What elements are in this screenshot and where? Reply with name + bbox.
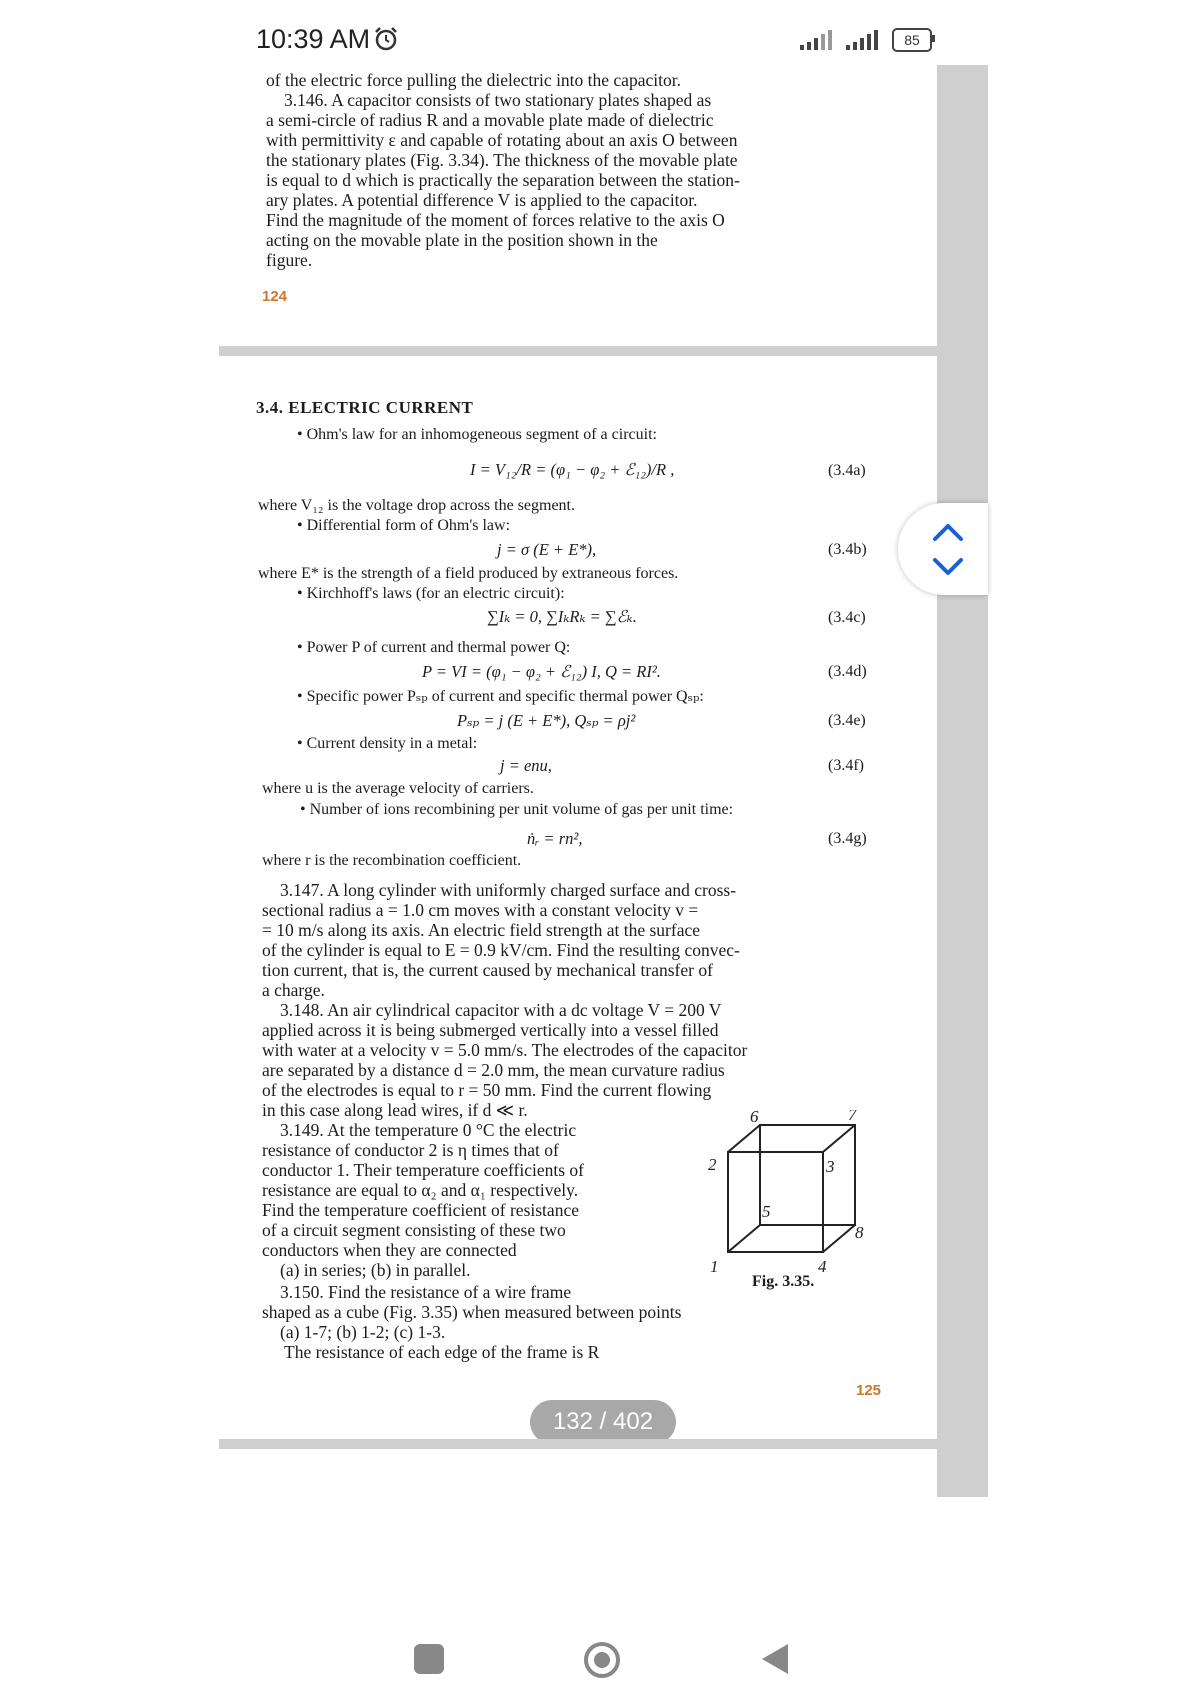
text-line: conductor 1. Their temperature coefficients of [262, 1160, 584, 1180]
text-line: shaped as a cube (Fig. 3.35) when measured between points [262, 1302, 682, 1322]
back-button[interactable] [760, 1642, 790, 1676]
recent-apps-button[interactable] [414, 1644, 444, 1674]
equation-number: (3.4f) [828, 757, 864, 774]
where-text: where r is the recombination coefficient. [262, 852, 522, 869]
cube-edge [823, 1225, 855, 1252]
bullet-ohms-law: • Ohm's law for an inhomogeneous segment of a circuit: [297, 426, 657, 443]
cube-back-face [760, 1125, 855, 1225]
page-number: 125 [856, 1382, 882, 1399]
text-line: applied across it is being submerged vertically into a vessel filled [262, 1020, 719, 1040]
clock: 10:39 AM [256, 24, 371, 54]
text-line: resistance are equal to α₂ and α₁ respectively. [262, 1180, 579, 1200]
text-line: Find the magnitude of the moment of forces relative to the axis O [266, 210, 725, 230]
vertex-label: 3 [826, 1157, 835, 1176]
page-separator [219, 346, 937, 356]
page-126-preview [219, 1449, 937, 1497]
vertex-label: 6 [750, 1110, 759, 1126]
text-line: are separated by a distance d = 2.0 mm, the mean curvature radius [262, 1060, 725, 1080]
vertex-label: 5 [762, 1202, 771, 1221]
equation-number: (3.4d) [828, 663, 867, 680]
section-heading: 3.4. ELECTRIC CURRENT [256, 398, 474, 417]
vertex-label: 2 [708, 1155, 717, 1174]
cube-edge [823, 1125, 855, 1152]
equation-3-4b: j = σ (E + E*), [497, 540, 597, 559]
text-line: of the electrodes is equal to r = 50 mm. Find the current flowing [262, 1080, 712, 1100]
cube-edge [728, 1125, 760, 1152]
text-line: (a) 1-7; (b) 1-2; (c) 1-3. [280, 1322, 446, 1342]
text-line: with permittivity ε and capable of rotating about an axis O between [266, 130, 738, 150]
equation-3-4g: ṅᵣ = rn², [527, 829, 583, 848]
text-line: is equal to d which is practically the separation between the station- [266, 170, 740, 190]
where-text: where E* is the strength of a field produced by extraneous forces. [258, 565, 679, 582]
text-line: sectional radius a = 1.0 cm moves with a constant velocity v = [262, 900, 699, 920]
equation-number: (3.4e) [828, 712, 866, 729]
text-line: 3.150. Find the resistance of a wire frame [280, 1282, 572, 1302]
text-line: ary plates. A potential difference V is applied to the capacitor. [266, 190, 698, 210]
cube-front-face [728, 1152, 823, 1252]
text-line: the stationary plates (Fig. 3.34). The thickness of the movable plate [266, 150, 738, 170]
equation-number: (3.4b) [828, 541, 867, 558]
alarm-icon [373, 26, 399, 52]
text-line: a semi-circle of radius R and a movable plate made of dielectric [266, 110, 714, 130]
vertex-label: 4 [818, 1257, 827, 1276]
problem-3-150 [262, 1282, 681, 1362]
bullet-current-density: • Current density in a metal: [297, 735, 478, 752]
bullet-kirchhoff: • Kirchhoff's laws (for an electric circuit): [297, 585, 565, 602]
text-line: 3.149. At the temperature 0 °C the electric [280, 1120, 577, 1140]
text-line: resistance of conductor 2 is η times that of [262, 1140, 559, 1160]
problem-3-147 [262, 880, 872, 1000]
equation-3-4e: Pₛₚ = j (E + E*), Qₛₚ = ρj² [457, 711, 636, 730]
text-line: of the cylinder is equal to E = 0.9 kV/cm. Find the resulting convec- [262, 940, 740, 960]
text-line: The resistance of each edge of the frame is R [284, 1342, 600, 1362]
vertex-label: 8 [855, 1223, 864, 1242]
viewer-gutter [937, 65, 988, 1497]
text-line: (a) in series; (b) in parallel. [280, 1260, 471, 1280]
page-separator [219, 1439, 937, 1449]
bullet-specific-power: • Specific power Pₛₚ of current and specific thermal power Qₛₚ: [297, 688, 704, 705]
text-line: 3.146. A capacitor consists of two stationary plates shaped as [284, 90, 712, 110]
text-line: tion current, that is, the current caused by mechanical transfer of [262, 960, 713, 980]
text-line: 3.147. A long cylinder with uniformly charged surface and cross- [280, 880, 737, 900]
problem-3-149 [262, 1120, 584, 1280]
figure-caption: Fig. 3.35. [752, 1273, 815, 1290]
bullet-recombination: • Number of ions recombining per unit volume of gas per unit time: [300, 801, 734, 818]
battery-icon: 85 [892, 28, 932, 52]
equation-number: (3.4c) [828, 609, 866, 626]
page-indicator: 132 / 402 [530, 1400, 676, 1444]
vertex-label: 7 [848, 1110, 857, 1124]
chevron-up-icon[interactable] [931, 521, 965, 543]
equation-3-4f: j = enu, [500, 756, 552, 775]
equation-number: (3.4g) [828, 830, 867, 847]
chevron-down-icon[interactable] [931, 556, 965, 578]
bullet-differential-ohm: • Differential form of Ohm's law: [297, 517, 511, 534]
text-line: acting on the movable plate in the position shown in the [266, 230, 658, 250]
signal-icon [846, 30, 882, 50]
equation-3-4a: I = V₁₂/R = (φ₁ − φ₂ + ℰ₁₂)/R , [470, 460, 675, 479]
home-button[interactable] [582, 1640, 622, 1680]
vertex-label: 1 [710, 1257, 719, 1276]
equation-3-4c: ∑Iₖ = 0, ∑IₖRₖ = ∑ℰₖ. [487, 607, 637, 626]
equation-number: (3.4a) [828, 462, 866, 479]
where-text: where V₁₂ is the voltage drop across the segment. [258, 497, 575, 514]
text-line: of a circuit segment consisting of these two [262, 1220, 566, 1240]
text-line: = 10 m/s along its axis. An electric field strength at the surface [262, 920, 701, 940]
page-scroll-control[interactable] [898, 503, 988, 595]
battery-tip [932, 35, 935, 42]
page-124-text [266, 70, 872, 270]
text-line: conductors when they are connected [262, 1240, 517, 1260]
page-number: 124 [262, 288, 288, 305]
status-bar [0, 0, 1200, 70]
text-line: with water at a velocity v = 5.0 mm/s. The electrodes of the capacitor [262, 1040, 748, 1060]
problem-3-148 [262, 1000, 872, 1120]
text-line: of the electric force pulling the dielectric into the capacitor. [266, 70, 681, 90]
equation-3-4d: P = VI = (φ₁ − φ₂ + ℰ₁₂) I, Q = RI². [422, 662, 661, 681]
where-text: where u is the average velocity of carriers. [262, 780, 534, 797]
text-line: 3.148. An air cylindrical capacitor with a dc voltage V = 200 V [280, 1000, 722, 1020]
bullet-power: • Power P of current and thermal power Q: [297, 639, 571, 656]
cube-edge [728, 1225, 760, 1252]
signal-icon [800, 30, 836, 50]
text-line: figure. [266, 250, 313, 270]
text-line: a charge. [262, 980, 325, 1000]
text-line: Find the temperature coefficient of resistance [262, 1200, 579, 1220]
text-line: in this case along lead wires, if d ≪ r. [262, 1100, 528, 1120]
